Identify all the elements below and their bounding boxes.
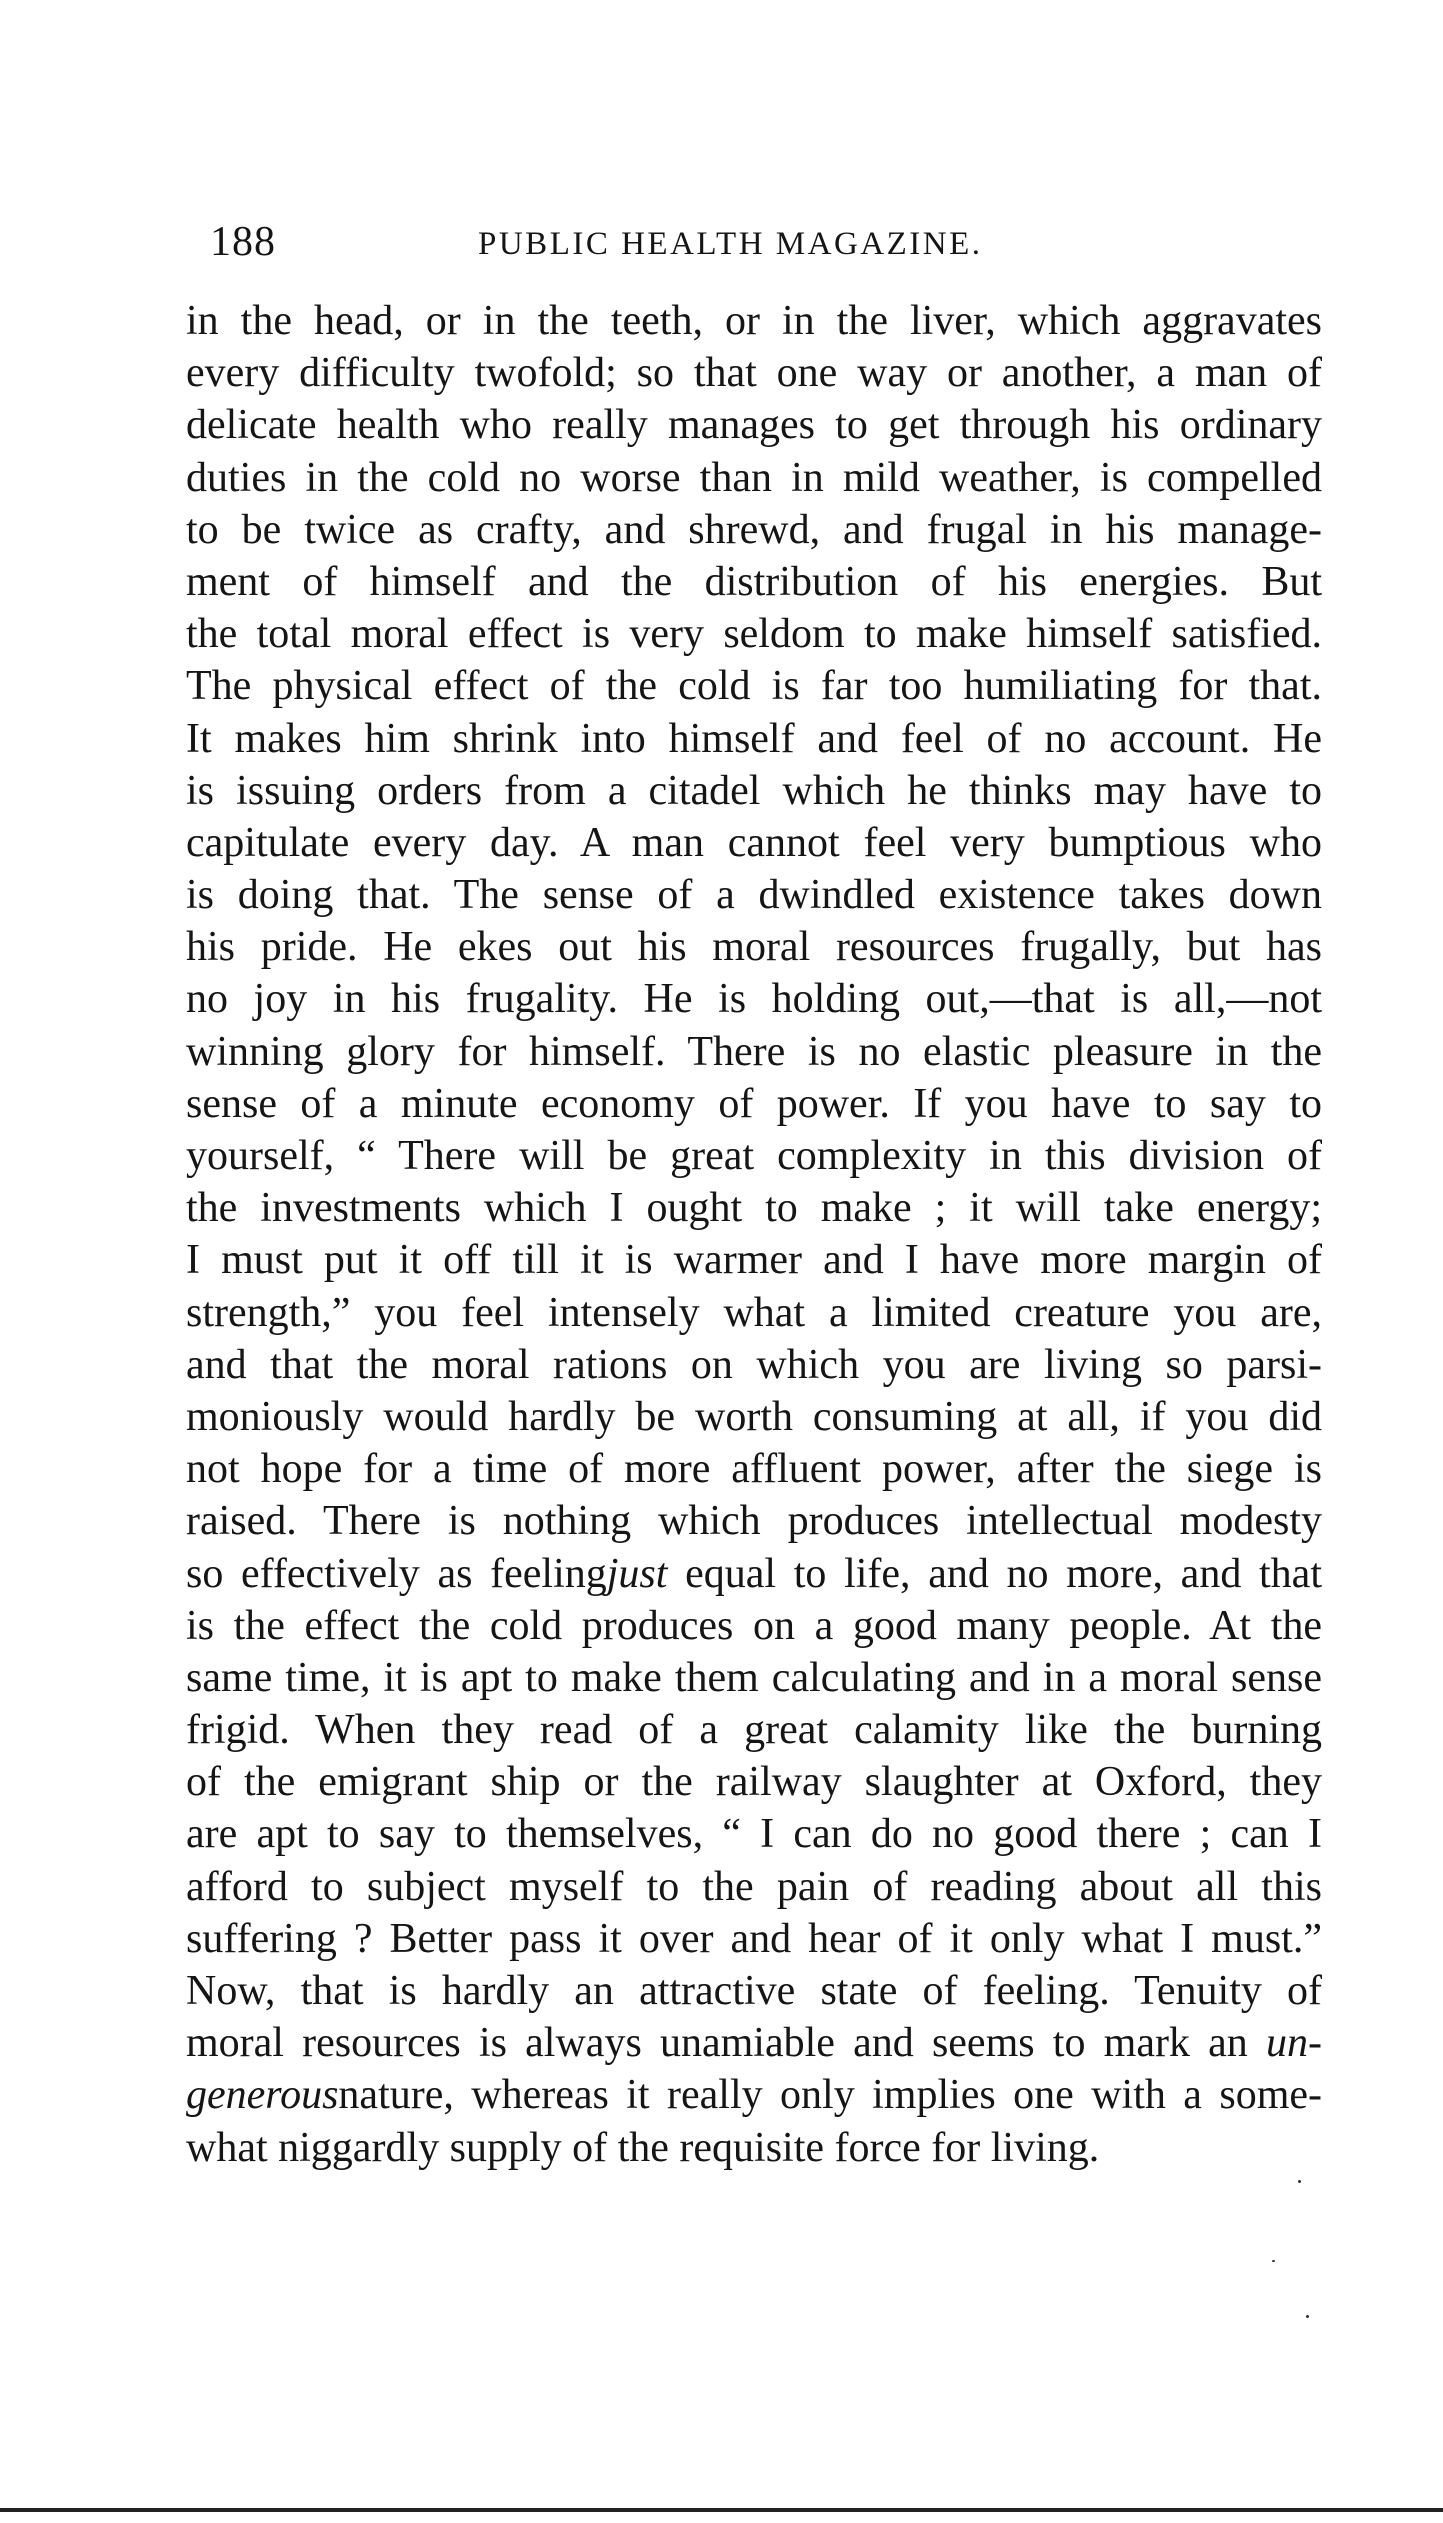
text-line: to be twice as crafty, and shrewd, and frugal in his manage-: [186, 506, 1322, 553]
italic-word: un-: [1247, 2020, 1322, 2067]
text-line: is issuing orders from a citadel which he thinks may have to: [186, 767, 1322, 814]
text-line: sense of a minute economy of power. If you have to say to: [186, 1080, 1322, 1127]
text-line: raised. There is nothing which produces intellectual modesty: [186, 1498, 1322, 1545]
text-line: I must put it off till it is warmer and I have more margin of: [186, 1237, 1322, 1284]
text-line: his pride. He ekes out his moral resources frugally, but has: [186, 924, 1322, 971]
text-line: is doing that. The sense of a dwindled existence takes down: [186, 872, 1322, 919]
text-segment: moral resources is always unamiable and seems to mark an: [186, 2020, 1248, 2067]
dust-speck: [1306, 2315, 1309, 2318]
text-line: of the emigrant ship or the railway slaughter at Oxford, they: [186, 1759, 1322, 1806]
text-line: suffering ? Better pass it over and hear of it only what I must.”: [186, 1915, 1322, 1962]
dust-speck: [1272, 2260, 1275, 2262]
text-line-with-italic: [186, 1548, 1322, 1600]
text-line: The physical effect of the cold is far too humiliating for that.: [186, 663, 1322, 710]
text-line: afford to subject myself to the pain of reading about all this: [186, 1863, 1322, 1910]
text-line: not hope for a time of more affluent power, after the siege is: [186, 1446, 1322, 1493]
text-line: every difficulty twofold; so that one way or another, a man of: [186, 350, 1322, 397]
dust-speck: [1298, 2180, 1301, 2183]
page-number: 188: [210, 219, 276, 265]
text-line-with-italic: [186, 2017, 1322, 2069]
text-line: in the head, or in the teeth, or in the liver, which aggravates: [186, 298, 1322, 344]
text-line: capitulate every day. A man cannot feel very bumptious who: [186, 819, 1322, 866]
text-line: the investments which I ought to make ; it will take energy;: [186, 1185, 1322, 1232]
text-line: is the effect the cold produces on a good many people. At the: [186, 1602, 1322, 1649]
text-line-with-italic: [186, 2069, 1322, 2121]
text-line: delicate health who really manages to get through his ordinary: [186, 402, 1322, 449]
scan-edge-line: [0, 2508, 1443, 2512]
text-line: are apt to say to themselves, “ I can do no good there ; can I: [186, 1811, 1322, 1858]
text-segment: equal to life, and no more, and that: [667, 1550, 1322, 1597]
text-line: the total moral effect is very seldom to make himself satisfied.: [186, 611, 1322, 658]
text-line: ment of himself and the distribution of his energies. But: [186, 558, 1322, 605]
italic-word: generous: [186, 2072, 339, 2119]
italic-word: just: [606, 1550, 668, 1597]
text-line: frigid. When they read of a great calamity like the burning: [186, 1707, 1322, 1754]
text-line: no joy in his frugality. He is holding out,—that is all,—not: [186, 976, 1322, 1023]
page-header: [210, 218, 1330, 268]
text-segment: nature, whereas it really only implies one with a some-: [338, 2072, 1322, 2119]
scan-specks: [1270, 2180, 1350, 2360]
text-line: same time, it is apt to make them calculating and in a moral sense: [186, 1654, 1322, 1701]
text-line: strength,” you feel intensely what a limited creature you are,: [186, 1289, 1322, 1336]
text-line: duties in the cold no worse than in mild weather, is compelled: [186, 454, 1322, 501]
body-text: [186, 295, 1322, 2174]
text-line: what niggardly supply of the requisite force for living.: [186, 2124, 1100, 2171]
text-line: moniously would hardly be worth consuming at all, if you did: [186, 1393, 1322, 1440]
text-segment: so effectively as feeling: [186, 1550, 607, 1597]
text-line: It makes him shrink into himself and feel of no account. He: [186, 715, 1322, 762]
text-line: Now, that is hardly an attractive state of feeling. Tenuity of: [186, 1968, 1322, 2014]
running-title: PUBLIC HEALTH MAGAZINE.: [478, 226, 983, 262]
text-line: yourself, “ There will be great complexity in this division of: [186, 1133, 1322, 1179]
text-line: and that the moral rations on which you are living so parsi-: [186, 1341, 1322, 1388]
text-line: winning glory for himself. There is no elastic pleasure in the: [186, 1028, 1322, 1075]
